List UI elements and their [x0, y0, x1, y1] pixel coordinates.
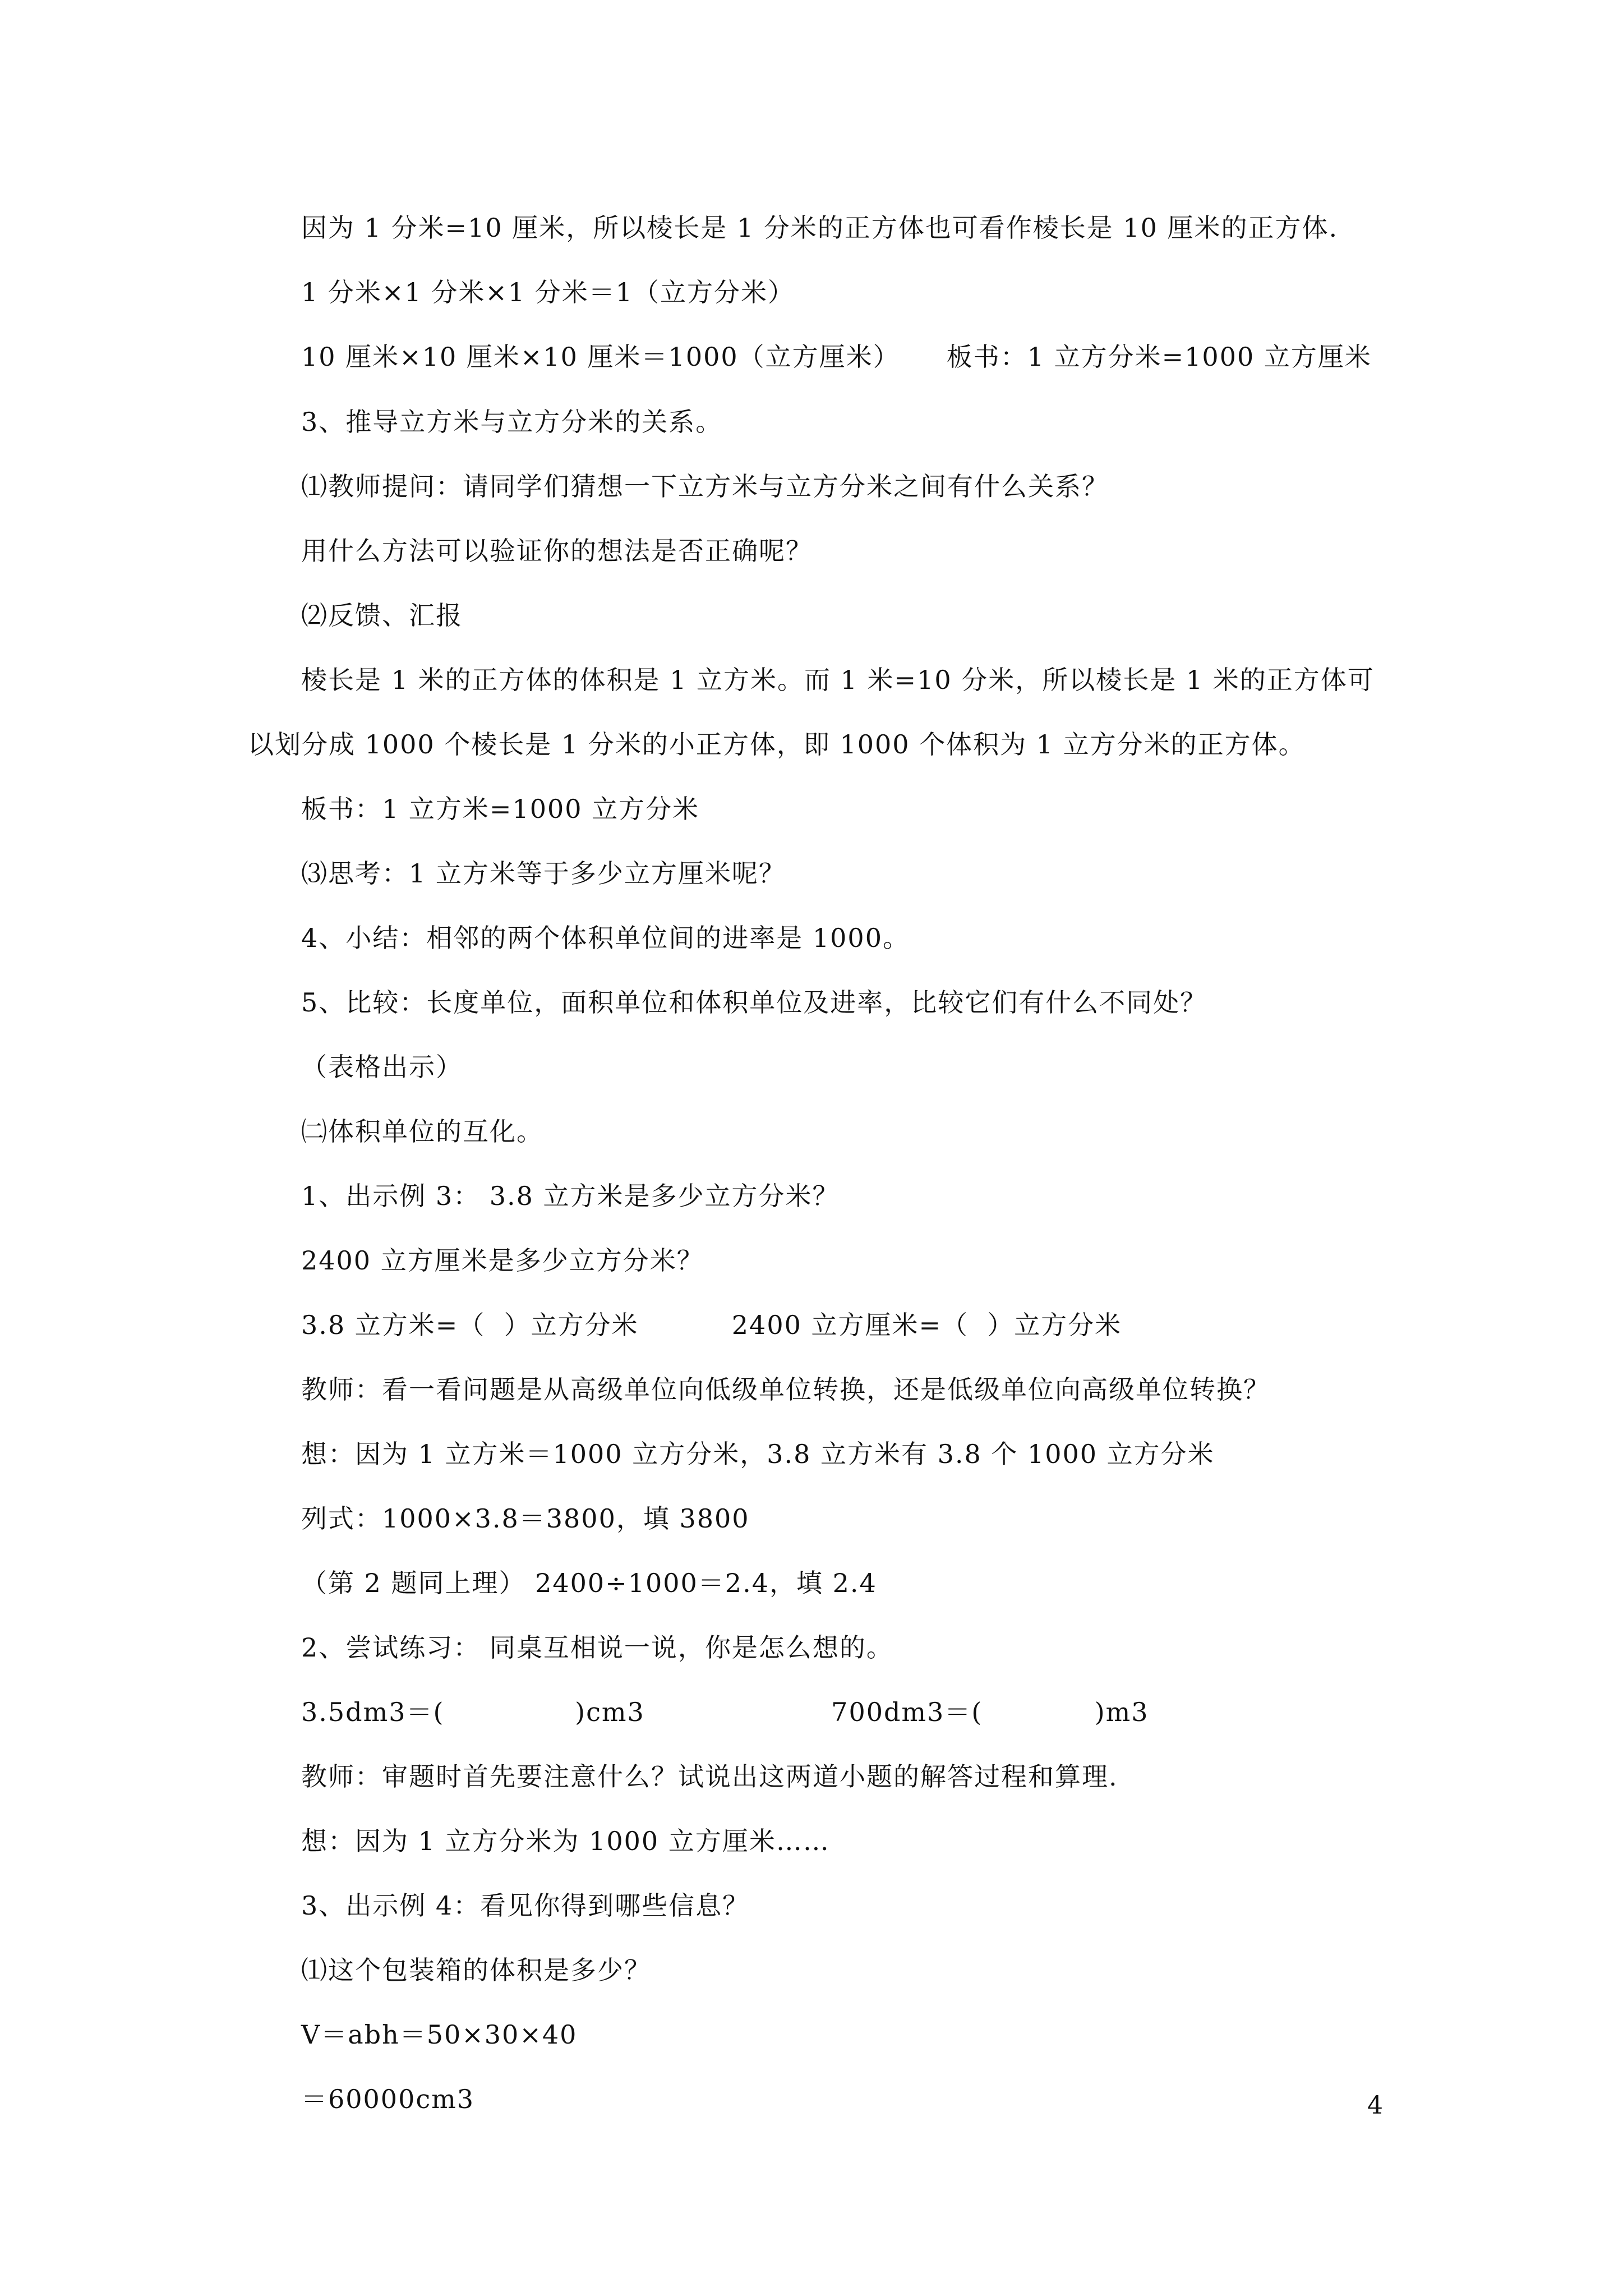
paragraph-line-17: 2400 立方厘米是多少立方分米？	[301, 1245, 704, 1276]
paragraph-line-25: 教师：审题时首先要注意什么？试说出这两道小题的解答过程和算理.	[301, 1761, 1118, 1792]
example-4-heading: 3、出示例 4：看见你得到哪些信息？	[301, 1890, 750, 1921]
paragraph-line-2: 1 分米×1 分米×1 分米＝1（立方分米）	[301, 277, 795, 307]
example-3-heading: 1、出示例 3： 3.8 立方米是多少立方分米？	[301, 1181, 840, 1211]
section-heading-3: 3、推导立方米与立方分米的关系。	[301, 407, 723, 437]
paragraph-line-20: 想：因为 1 立方米＝1000 立方分米，3.8 立方米有 3.8 个 1000 立方分米	[301, 1439, 1215, 1469]
paragraph-line-11: ⑶思考：1 立方米等于多少立方厘米呢？	[301, 858, 786, 889]
section-heading-5: 5、比较：长度单位，面积单位和体积单位及进率，比较它们有什么不同处？	[301, 987, 1207, 1018]
page-number: 4	[1367, 2091, 1383, 2120]
formula-line-1: V＝abh＝50×30×40	[301, 2019, 578, 2050]
practice-heading: 2、尝试练习： 同桌互相说一说，你是怎么想的。	[301, 1632, 893, 1663]
paragraph-line-1: 因为 1 分米=10 厘米，所以棱长是 1 分米的正方体也可看作棱长是 10 厘米的正方体.	[301, 213, 1339, 243]
paragraph-line-18: 3.8 立方米=（ ）立方分米 2400 立方厘米=（ ）立方分米	[301, 1310, 1122, 1340]
section-heading-4: 4、小结：相邻的两个体积单位间的进率是 1000。	[301, 923, 910, 953]
paragraph-line-14: （表格出示）	[301, 1052, 463, 1082]
paragraph-line-21: 列式：1000×3.8＝3800，填 3800	[301, 1503, 750, 1534]
paragraph-line-7: ⑵反馈、汇报	[301, 600, 463, 631]
paragraph-line-5: ⑴教师提问：请同学们猜想一下立方米与立方分米之间有什么关系？	[301, 471, 1109, 501]
paragraph-line-3: 10 厘米×10 厘米×10 厘米＝1000（立方厘米） 板书：1 立方分米=1000 立方厘米	[301, 342, 1372, 372]
paragraph-line-9: 以划分成 1000 个棱长是 1 分米的小正方体，即 1000 个体积为 1 立方分米的正方体。	[248, 729, 1306, 760]
paragraph-line-10: 板书：1 立方米=1000 立方分米	[301, 794, 700, 824]
paragraph-line-26: 想：因为 1 立方分米为 1000 立方厘米……	[301, 1826, 830, 1856]
paragraph-line-28: ⑴这个包装箱的体积是多少？	[301, 1955, 651, 1985]
paragraph-line-22: （第 2 题同上理） 2400÷1000＝2.4，填 2.4	[301, 1568, 877, 1598]
paragraph-line-19: 教师：看一看问题是从高级单位向低级单位转换，还是低级单位向高级单位转换？	[301, 1374, 1270, 1405]
paragraph-line-24: 3.5dm3＝( )cm3 700dm3＝( )m3	[301, 1697, 1149, 1727]
paragraph-line-8: 棱长是 1 米的正方体的体积是 1 立方米。而 1 米=10 分米，所以棱长是 1 米的正方体可	[301, 665, 1375, 695]
paragraph-line-6: 用什么方法可以验证你的想法是否正确呢？	[301, 536, 813, 566]
subsection-heading: ㈡体积单位的互化。	[301, 1116, 543, 1147]
formula-line-2: ＝60000cm3	[301, 2084, 474, 2114]
